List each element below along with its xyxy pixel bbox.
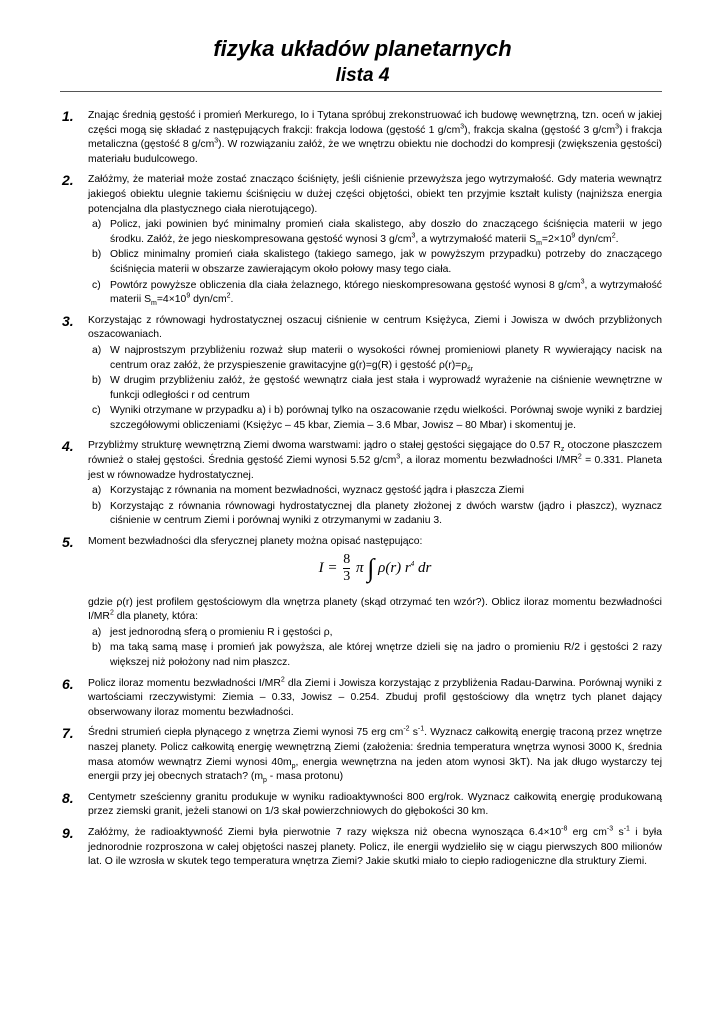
subquestion-a	[88, 344, 662, 373]
problem-text: Znając średnią gęstość i promień Merkurego, Io i Tytana spróbuj zrekonstruować ich budowę wewnętrzną, tzn. oceń w jakiej części mogą się składać z następujących frakcji: frakcja lodowa (gęstość 1 $g/cm^3$), frakcja skalna (gęstość 3 $g/cm^3$) i frakcja metaliczna (gęstość 8 $g/cm^3$). W rozwiązaniu załóż, że we wnętrzu obiektu nie dochodzi do kompresji (zwiększenia gęstości) materiału budulcowego.	[88, 110, 662, 165]
subquestion-text: Oblicz minimalny promień ciała skalistego (takiego samego, jak w powyższym przypadku) potrzeby do znaczącego ściśnięcia materii w obszarze zawierającym około połowy masy tego ciała.	[110, 249, 662, 275]
subquestion-label: c)	[92, 279, 101, 291]
subquestion-label: b)	[92, 375, 102, 387]
fraction-denominator: 3	[343, 568, 351, 584]
problem-number: 7.	[62, 725, 74, 742]
problem-text: Korzystając z równowagi hydrostatycznej oszacuj ciśnienie w centrum Księżyca, Ziemi i Jowisza w dwóch przybliżonych oszacowaniach.	[88, 314, 662, 341]
problem-text: Załóżmy, że materiał może zostać znacząco ściśnięty, jeśli ciśnienie przewyższa jego wytrzymałość. Gdy materia wewnątrz jakiegoś obiektu ulegnie takiemu ściśnięciu w dużej części objętości, obiekt ten przyjmie kształt kulisty (najniższa energia potencjalna dla plastycznego ciała nierotującego).	[88, 174, 662, 215]
formula-lhs: I =	[318, 559, 338, 576]
formula-rho: ρ(r)	[378, 559, 402, 576]
subquestion-list	[88, 484, 662, 529]
subquestion-b	[88, 374, 662, 403]
subquestion-b	[88, 500, 662, 529]
problem-number: 8.	[62, 789, 74, 806]
subquestion-text: jest jednorodną sferą o promieniu R i gęstości ρ,	[110, 626, 333, 638]
subquestion-text: W najprostszym przybliżeniu rozważ słup materii o wysokości równej promieniowi planety R wywierający nacisk na centrum oraz załóż, że przyspieszenie grawitacyjne g(r)=g(R) i gęstość $\rho(r)=\rho_{śr}$	[110, 344, 662, 373]
formula-pi: π	[356, 559, 364, 576]
subquestion-c	[88, 279, 662, 308]
subquestion-b	[88, 248, 662, 277]
subquestion-list	[88, 626, 662, 671]
problem-text: Średni strumień ciepła płynącego z wnętrza Ziemi wynosi 75 erg $cm^{-2}$ $s^{-1}$. Wyznacz całkowitą energię traconą przez wnętrze naszej planety. Policz całkowitą energię wewnętrzną Ziemi (założenia: średnia temperatura wnętrza wynosi 3000 K, średnia masa atomów wewnątrz Ziemi wynosi $40m_p$, energia wewnętrzna na jeden atom wynosi 3kT). Na jak długo wystarczy tej energii przy jej obecnych stratach? ($m_p$ - masa protonu)	[88, 725, 663, 785]
document-title: fizyka układów planetarnych	[213, 36, 512, 61]
problem-number: 3.	[62, 312, 74, 329]
subquestion-label: a)	[92, 485, 102, 497]
problem-number: 6.	[62, 675, 74, 692]
problem-text: Centymetr sześcienny granitu produkuje w wyniku radioaktywności 800 erg/rok. Wyznacz całkowitą energię produkowaną przez ziemski granit, jeżeli stanowi on 1/3 skał powierzchniowych do głębokości 30 km.	[88, 791, 662, 818]
problem-number: 5.	[62, 534, 74, 551]
subquestion-label: a)	[92, 344, 102, 356]
problem-list	[60, 109, 662, 876]
problem-5	[60, 535, 662, 671]
problem-text: Moment bezwładności dla sferycznej planety można opisać następująco:	[88, 536, 423, 548]
formula-r: $r^4$	[404, 559, 415, 576]
subquestion-a	[88, 484, 662, 499]
subquestion-text: Korzystając z równania na moment bezwładności, wyznacz gęstość jądra i płaszcza Ziemi	[110, 485, 525, 497]
problem-number: 4.	[62, 438, 74, 455]
subquestion-text: Policz, jaki powinien być minimalny promień ciała skalistego, aby doszło do znaczącego ściśnięcia materii w jego środku. Załóż, że jego nieskompresowana gęstość wynosi 3 $g/cm^3$, a wytrzymałość materii $S_m=2\times 10^9$ dyn/$cm^2$.	[110, 219, 662, 247]
problem-7	[60, 726, 662, 784]
problem-text: Przybliżmy strukturę wewnętrzną Ziemi dwoma warstwami: jądro o stałej gęstości sięgające do 0.57 $R_z$ otoczone płaszczem również o stałej gęstości. Średnia gęstość Ziemi wynosi 5.52 $g/cm^3$, a iloraz momentu bezwładności $I/MR^2 = 0.331$. Planeta jest w równowadze hydrostatycznej.	[88, 440, 662, 481]
problem-2	[60, 173, 662, 307]
subquestion-text: Powtórz powyższe obliczenia dla ciała żelaznego, którego nieskompresowana gęstość wynosi 8 $g/cm^3$, a wytrzymałość materii $S_m=4\times 10^9$ dyn/$cm^2$.	[110, 278, 662, 308]
subquestion-label: b)	[92, 500, 102, 512]
problem-text: Załóżmy, że radioaktywność Ziemi była pierwotnie 7 razy większa niż obecna wynosząca $6.4\times 10^{-8}$ erg $cm^{-3}$ $s^{-1}$ i była jednorodnie rozproszona w całej objętości naszej planety. Policz, ile energii wydzieliło się w ciągu pierwszych 800 milionów lat. O ile wzrosła w skutek tego temperatura wnętrza Ziemi? Jakie skutki miało to ciepło radiogeniczne dla struktury Ziemi.	[88, 825, 662, 868]
problem-1	[60, 109, 662, 167]
problem-number: 9.	[62, 824, 74, 841]
subquestion-label: a)	[92, 626, 102, 638]
moment-of-inertia-formula	[88, 552, 662, 592]
subquestion-label: b)	[92, 642, 102, 654]
problem-3	[60, 314, 662, 434]
subquestion-c	[88, 404, 662, 433]
subquestion-label: a)	[92, 219, 102, 231]
formula-fraction	[343, 552, 350, 585]
subquestion-text: Korzystając z równania równowagi hydrostatycznej dla planety złożonej z dwóch warstw (jądro i płaszcz), wyznacz ciśnienie w centrum Ziemi i porównaj wyniki z otrzymanymi w zadaniu 3.	[110, 500, 662, 527]
formula-dr: dr	[418, 559, 432, 576]
problem-8	[60, 791, 662, 820]
problem-9	[60, 826, 662, 870]
subquestion-list	[88, 344, 662, 434]
subquestion-label: b)	[92, 249, 102, 261]
header-divider	[60, 91, 662, 92]
subquestion-list	[88, 218, 662, 308]
problem-4	[60, 439, 662, 529]
integral-sign: ∫	[367, 553, 375, 583]
problem-text-continued: gdzie ρ(r) jest profilem gęstościowym dla wnętrza planety (skąd otrzymać ten wzór?). Oblicz iloraz momentu bezwładności $I/MR^2$ dla planety, która:	[88, 596, 662, 623]
subquestion-text: ma taką samą masę i promień jak powyższa, ale której wnętrze dzieli się na jadro o promieniu R/2 i gęstości 2 razy większej niż położony nad nim płaszcz.	[110, 642, 662, 668]
subquestion-a	[88, 218, 662, 247]
subquestion-text: W drugim przybliżeniu załóż, że gęstość wewnątrz ciała jest stała i wyprowadź wyrażenie na ciśnienie wewnętrzne w funkcji odległości r od centrum	[110, 375, 662, 401]
problem-number: 2.	[62, 172, 74, 189]
document-subtitle: lista 4	[335, 65, 390, 86]
subquestion-b	[88, 641, 662, 670]
subquestion-a	[88, 626, 662, 641]
fraction-numerator: 8	[343, 551, 351, 567]
subquestion-text: Wyniki otrzymane w przypadku a) i b) porównaj tylko na oszacowanie rzędu wielkości. Porównaj swoje wyniki z bardziej szczegółowymi obliczeniami (Księżyc – 45 kbar, Ziemia – 3.6 Mbar, Jowisz – 80 Mbar) i skomentuj je.	[110, 405, 662, 431]
problem-number: 1.	[62, 108, 74, 124]
problem-6	[60, 677, 662, 721]
subquestion-label: c)	[92, 405, 101, 417]
problem-text: Policz iloraz momentu bezwładności $I/MR^2$ dla Ziemi i Jowisza korzystając z przybliżenia Radau-Darwina. Porównaj wyniki z wartościami rzeczywistymi: Ziemia – 0.33, Jowisz – 0.254. Zbuduj profil gęstościowy dla wnętrz tych planet dający obserwowany iloraz momentu bezwładności.	[88, 676, 662, 718]
